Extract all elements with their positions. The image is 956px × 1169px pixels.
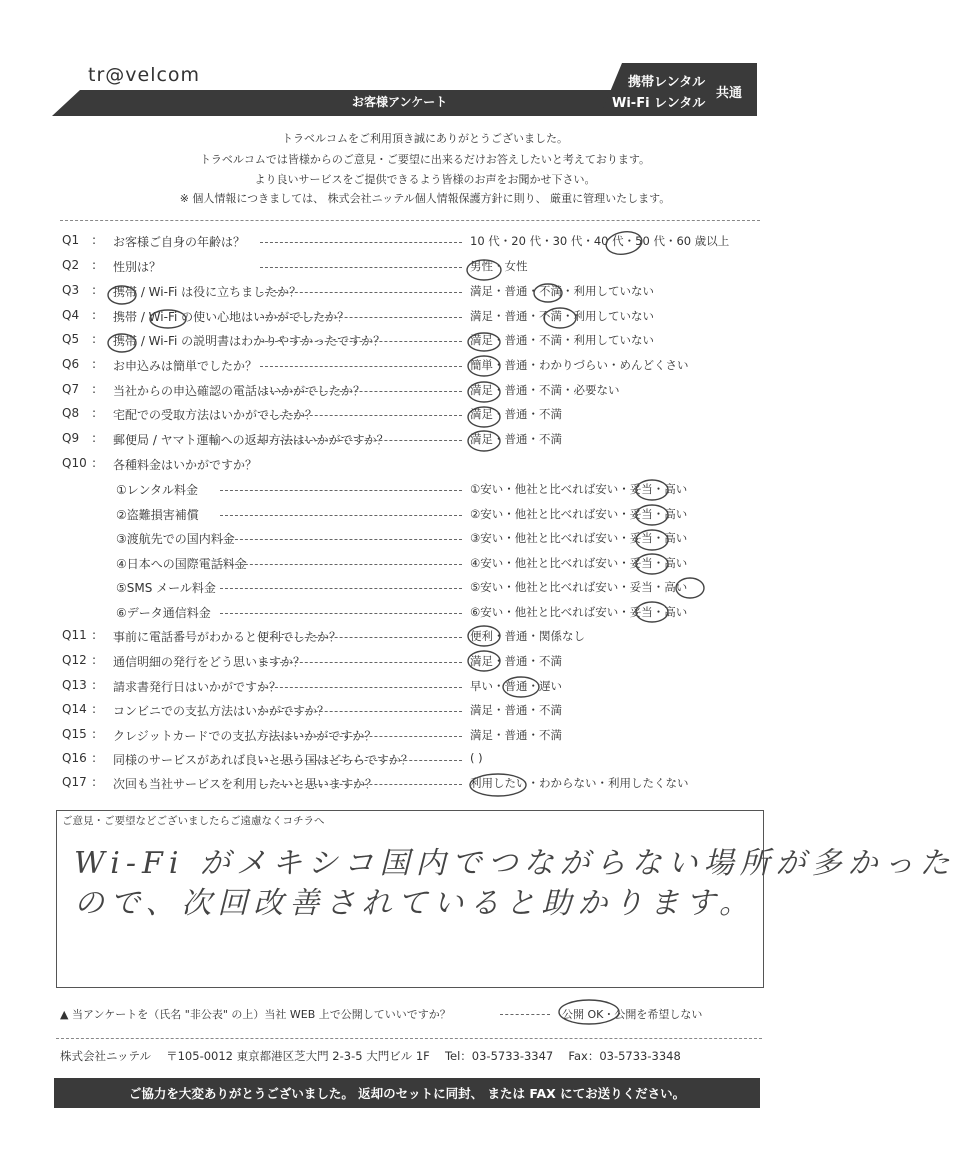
answer-options[interactable]: 簡単・普通・わかりづらい・めんどくさい [470, 358, 689, 372]
question-colon: : [92, 775, 97, 789]
question-number: Q2 [62, 258, 80, 272]
leader-dots [260, 662, 462, 663]
question-colon: : [92, 283, 97, 297]
question-number: Q14 [62, 702, 87, 716]
leader-dots [260, 711, 462, 712]
question-colon: : [92, 653, 97, 667]
leader-dots [260, 760, 462, 761]
company-logo: tr@velcom [88, 64, 201, 86]
question-text: ②盗難損害補償 [116, 508, 199, 522]
question-colon: : [92, 233, 97, 247]
question-number: Q9 [62, 431, 80, 445]
answer-options[interactable]: 便利・普通・関係なし [470, 629, 585, 643]
answer-options[interactable]: ②安い・他社と比べれば安い・妥当・高い [470, 507, 688, 521]
answer-options[interactable]: ①安い・他社と比べれば安い・妥当・高い [470, 482, 688, 496]
leader-dots [260, 292, 462, 293]
question-text: 携帯 / Wi-Fi の使い心地はいかがでしたか？ [113, 310, 350, 324]
question-text: 次回も当社サービスを利用したいと思いますか？ [113, 777, 378, 791]
question-text: 同様のサービスがあれば良いと思う国はどちらですか？ [113, 753, 413, 767]
question-colon: : [92, 258, 97, 272]
question-text: 携帯 / Wi-Fi の説明書はわかりやすかったですか？ [113, 334, 386, 348]
answer-options[interactable]: 満足・普通・不満 [470, 432, 562, 446]
question-text: 事前に電話番号がわかると便利でしたか？ [113, 630, 342, 644]
intro-line: トラベルコムをご利用頂き誠にありがとうございました。 [282, 132, 568, 145]
leader-dots [220, 564, 462, 565]
answer-options[interactable]: 満足・普通・不満 [470, 654, 562, 668]
question-number: Q7 [62, 382, 80, 396]
leader-dots [220, 539, 462, 540]
leader-dots [260, 341, 462, 342]
question-text: 当社からの申込確認の電話はいかがでしたか？ [113, 384, 366, 398]
leader-dots [260, 415, 462, 416]
question-number: Q1 [62, 233, 80, 247]
question-text: 通信明細の発行をどう思いますか？ [113, 655, 306, 669]
question-text: ④日本への国際電話料金 [116, 557, 247, 571]
question-text: ⑤SMS メール料金 [116, 581, 216, 595]
question-colon: : [92, 456, 97, 470]
question-colon: : [92, 628, 97, 642]
publish-options[interactable]: 公開 OK・公開を希望しない [562, 1008, 703, 1021]
question-colon: : [92, 357, 97, 371]
question-number: Q8 [62, 406, 80, 420]
answer-options[interactable]: ⑤安い・他社と比べれば安い・妥当・高い [470, 580, 688, 594]
question-text: 請求書発行日はいかがですか？ [113, 680, 282, 694]
leader-dots [260, 317, 462, 318]
footer-message: ご協力を大変ありがとうございました。 返却のセットに同封、 または FAX にてお送りください。 [128, 1086, 686, 1101]
leader-dots [260, 391, 462, 392]
question-colon: : [92, 308, 97, 322]
question-number: Q15 [62, 727, 87, 741]
question-number: Q6 [62, 357, 80, 371]
leader-dots [260, 784, 462, 785]
question-colon: : [92, 702, 97, 716]
leader-dots [220, 490, 462, 491]
tag-wifi-rental: Wi-Fi レンタル [612, 96, 706, 111]
leader-dots [260, 366, 462, 367]
answer-options[interactable]: ④安い・他社と比べれば安い・妥当・高い [470, 556, 688, 570]
answer-options[interactable]: ⑥安い・他社と比べれば安い・妥当・高い [470, 605, 688, 619]
question-text: 携帯 / Wi-Fi は役に立ちましたか？ [113, 285, 302, 299]
leader-dots [220, 515, 462, 516]
intro-line: トラベルコムでは皆様からのご意見・ご要望に出来るだけお答えしたいと考えております。 [199, 153, 651, 166]
question-text: 宅配での受取方法はいかがでしたか？ [113, 408, 318, 422]
question-number: Q5 [62, 332, 80, 346]
question-text: ①レンタル料金 [116, 483, 198, 497]
question-colon: : [92, 751, 97, 765]
question-number: Q13 [62, 678, 87, 692]
question-text: お申込みは簡単でしたか？ [113, 359, 258, 373]
handwritten-comment-line: ので、次回改善されていると助かります。 [74, 886, 755, 921]
question-text: ③渡航先での国内料金 [116, 532, 235, 546]
leader-dots [220, 588, 462, 589]
question-number: Q16 [62, 751, 87, 765]
answer-options[interactable]: 満足・普通・不満・必要ない [470, 383, 620, 397]
answer-options[interactable]: 満足・普通・不満・利用していない [470, 333, 654, 347]
question-colon: : [92, 678, 97, 692]
survey-title: お客様アンケート [352, 95, 448, 109]
question-number: Q17 [62, 775, 87, 789]
answer-options[interactable]: 利用したい・わからない・利用したくない [470, 776, 689, 790]
question-text: お客様ご自身の年齢は？ [113, 235, 246, 249]
divider [60, 220, 760, 221]
question-text: 各種料金はいかがですか？ [113, 458, 258, 472]
answer-options[interactable]: 満足・普通・不満・利用していない [470, 284, 654, 298]
question-number: Q10 [62, 456, 87, 470]
intro-line: より良いサービスをご提供できるよう皆様のお声をお聞かせ下さい。 [254, 173, 596, 186]
divider [56, 1038, 762, 1039]
publish-question: ▲ 当アンケートを（氏名 "非公表" の上）当社 WEB 上で公開していいですか？ [60, 1008, 451, 1021]
comment-label: ご意見・ご要望などございましたらご遠慮なくコチラへ [62, 815, 325, 827]
leader-dots [220, 613, 462, 614]
answer-options[interactable]: 満足・普通・不満・利用していない [470, 309, 654, 323]
answer-options[interactable]: 満足・普通・不満 [470, 728, 562, 742]
tag-mobile-rental: 携帯レンタル [628, 75, 706, 90]
question-text: コンビニでの支払方法はいかがですか？ [113, 704, 330, 718]
leader-dots [260, 637, 462, 638]
leader-dots [260, 242, 462, 243]
answer-options[interactable]: ③安い・他社と比べれば安い・妥当・高い [470, 531, 688, 545]
question-colon: : [92, 332, 97, 346]
question-number: Q4 [62, 308, 80, 322]
question-colon: : [92, 406, 97, 420]
answer-options[interactable]: 10 代・20 代・30 代・40 代・50 代・60 歳以上 [470, 234, 730, 248]
answer-options[interactable]: 満足・普通・不満 [470, 703, 562, 717]
privacy-notice: ※ 個人情報につきましては、 株式会社ニッテル個人情報保護方針に則り、 厳重に管理いたします。 [179, 192, 671, 205]
question-colon: : [92, 727, 97, 741]
leader-dots [260, 440, 462, 441]
answer-options[interactable]: 満足・普通・不満 [470, 407, 562, 421]
question-colon: : [92, 431, 97, 445]
handwritten-comment-line: Wi-Fi がメキシコ国内でつながらない場所が多かった [74, 846, 956, 881]
question-colon: : [92, 382, 97, 396]
answer-options[interactable]: 男性・女性 [470, 259, 528, 273]
leader-dots [500, 1014, 550, 1015]
leader-dots [260, 267, 462, 268]
answer-options[interactable]: ( ) [470, 751, 483, 765]
leader-dots [260, 736, 462, 737]
company-address: 株式会社ニッテル 〒105-0012 東京都港区芝大門 2-3-5 大門ビル 1F Tel：03-5733-3347 Fax：03-5733-3348 [60, 1049, 681, 1063]
question-text: ⑥データ通信料金 [116, 606, 211, 620]
question-text: 性別は？ [113, 260, 162, 274]
leader-dots [260, 687, 462, 688]
question-number: Q11 [62, 628, 87, 642]
question-text: クレジットカードでの支払方法はいかがですか？ [113, 729, 377, 743]
question-number: Q12 [62, 653, 87, 667]
tag-common: 共通 [716, 86, 743, 101]
question-number: Q3 [62, 283, 80, 297]
question-text: 郵便局 / ヤマト運輸への返却方法はいかがですか？ [113, 433, 389, 447]
answer-options[interactable]: 早い・普通・遅い [470, 679, 562, 693]
